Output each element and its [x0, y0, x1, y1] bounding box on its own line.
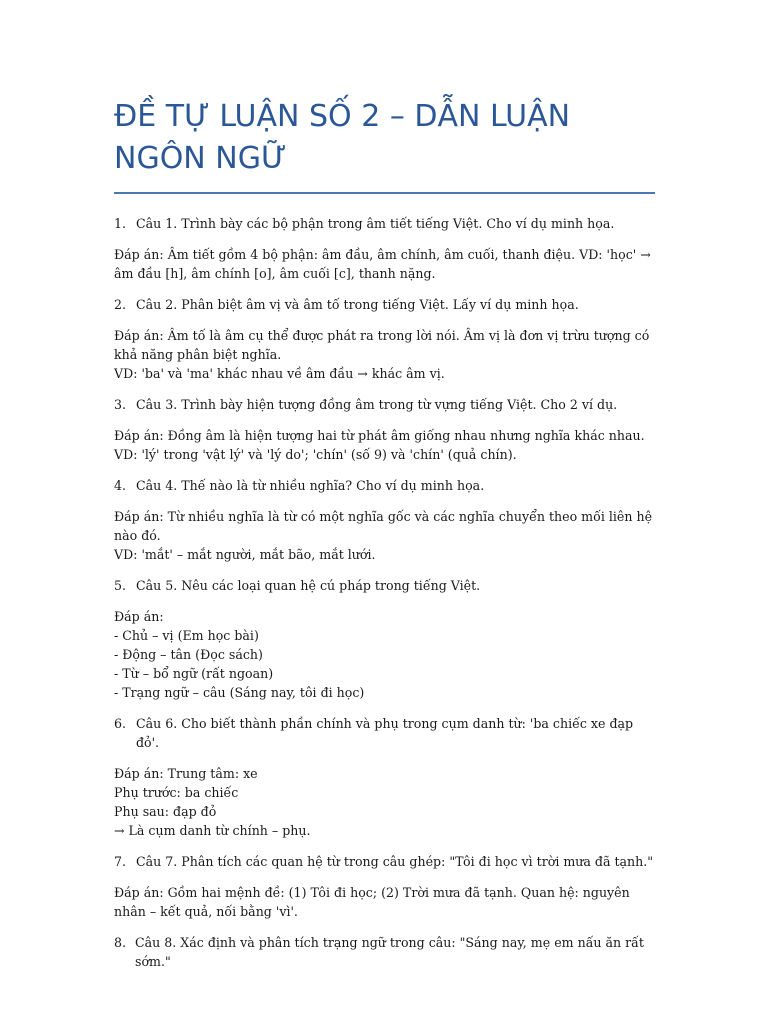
document-content: [114, 214, 659, 971]
question-number: 8.: [114, 935, 127, 950]
answer-7: [114, 883, 659, 921]
question-number: 6.: [114, 716, 127, 731]
question-1: [114, 214, 659, 233]
question-text: Câu 1. Trình bày các bộ phận trong âm tiết tiếng Việt. Cho ví dụ minh họa.: [136, 216, 615, 231]
title-underline: [114, 192, 655, 194]
answer-line: Đáp án: Đồng âm là hiện tượng hai từ phát âm giống nhau nhưng nghĩa khác nhau.: [114, 428, 645, 443]
question-number: 4.: [114, 478, 127, 493]
answer-line: Đáp án: Âm tố là âm cụ thể được phát ra trong lời nói. Âm vị là đơn vị trừu tượng có khả năng phân biệt nghĩa.: [114, 328, 650, 362]
question-text: Câu 8. Xác định và phân tích trạng ngữ trong câu: "Sáng nay, mẹ em nấu ăn rất sớm.": [135, 935, 644, 969]
answer-2: [114, 326, 659, 383]
answer-line: VD: 'mắt' – mắt người, mắt bão, mắt lưới.: [114, 547, 376, 562]
answer-3: [114, 426, 659, 464]
answer-line: VD: 'ba' và 'ma' khác nhau về âm đầu → khác âm vị.: [114, 366, 445, 381]
answer-line: Đáp án: Gồm hai mệnh đề: (1) Tôi đi học; (2) Trời mưa đã tạnh. Quan hệ: nguyên nhân – kết quả, nối bằng 'vì'.: [114, 885, 630, 919]
question-text: Câu 2. Phân biệt âm vị và âm tố trong tiếng Việt. Lấy ví dụ minh họa.: [136, 297, 579, 312]
answer-line: - Từ – bổ ngữ (rất ngoan): [114, 666, 274, 681]
answer-line: VD: 'lý' trong 'vật lý' và 'lý do'; 'chín' (số 9) và 'chín' (quả chín).: [114, 447, 517, 462]
document-title: ĐỀ TỰ LUẬN SỐ 2 – DẪN LUẬN NGÔN NGỮ: [114, 99, 571, 176]
answer-line: Đáp án:: [114, 609, 164, 624]
question-4: [114, 476, 659, 495]
question-text: Câu 6. Cho biết thành phần chính và phụ trong cụm danh từ: 'ba chiếc xe đạp đỏ'.: [135, 716, 634, 750]
answer-line: Đáp án: Từ nhiều nghĩa là từ có một nghĩa gốc và các nghĩa chuyển theo mối liên hệ nào đó.: [114, 509, 653, 543]
question-text: Câu 3. Trình bày hiện tượng đồng âm trong từ vựng tiếng Việt. Cho 2 ví dụ.: [136, 397, 618, 412]
question-3: [114, 395, 659, 414]
answer-line: - Động – tân (Đọc sách): [114, 647, 263, 662]
answer-5: [114, 607, 659, 702]
question-number: 2.: [114, 297, 127, 312]
answer-line: Đáp án: Âm tiết gồm 4 bộ phận: âm đầu, âm chính, âm cuối, thanh điệu. VD: 'học' → âm đầu [h], âm chính [o], âm cuối [c], thanh nặng.: [114, 247, 651, 281]
question-6: [114, 714, 659, 752]
answer-line: → Là cụm danh từ chính – phụ.: [114, 823, 311, 838]
answer-1: [114, 245, 659, 283]
question-text: Câu 5. Nêu các loại quan hệ cú pháp trong tiếng Việt.: [136, 578, 481, 593]
question-number: 3.: [114, 397, 127, 412]
question-number: 1.: [114, 216, 127, 231]
question-2: [114, 295, 659, 314]
question-8: [114, 933, 659, 971]
document-page: [114, 0, 659, 983]
question-7: [114, 852, 659, 871]
question-number: 5.: [114, 578, 127, 593]
answer-line: - Chủ – vị (Em học bài): [114, 628, 259, 643]
answer-6: [114, 764, 659, 840]
question-number: 7.: [114, 854, 127, 869]
question-text: Câu 4. Thế nào là từ nhiều nghĩa? Cho ví dụ minh họa.: [136, 478, 485, 493]
answer-4: [114, 507, 659, 564]
question-text: Câu 7. Phân tích các quan hệ từ trong câu ghép: "Tôi đi học vì trời mưa đã tạnh.": [136, 854, 654, 869]
answer-line: Đáp án: Trung tâm: xe: [114, 766, 258, 781]
answer-line: Phụ sau: đạp đỏ: [114, 804, 217, 819]
answer-line: Phụ trước: ba chiếc: [114, 785, 239, 800]
question-5: [114, 576, 659, 595]
answer-line: - Trạng ngữ – câu (Sáng nay, tôi đi học): [114, 685, 365, 700]
